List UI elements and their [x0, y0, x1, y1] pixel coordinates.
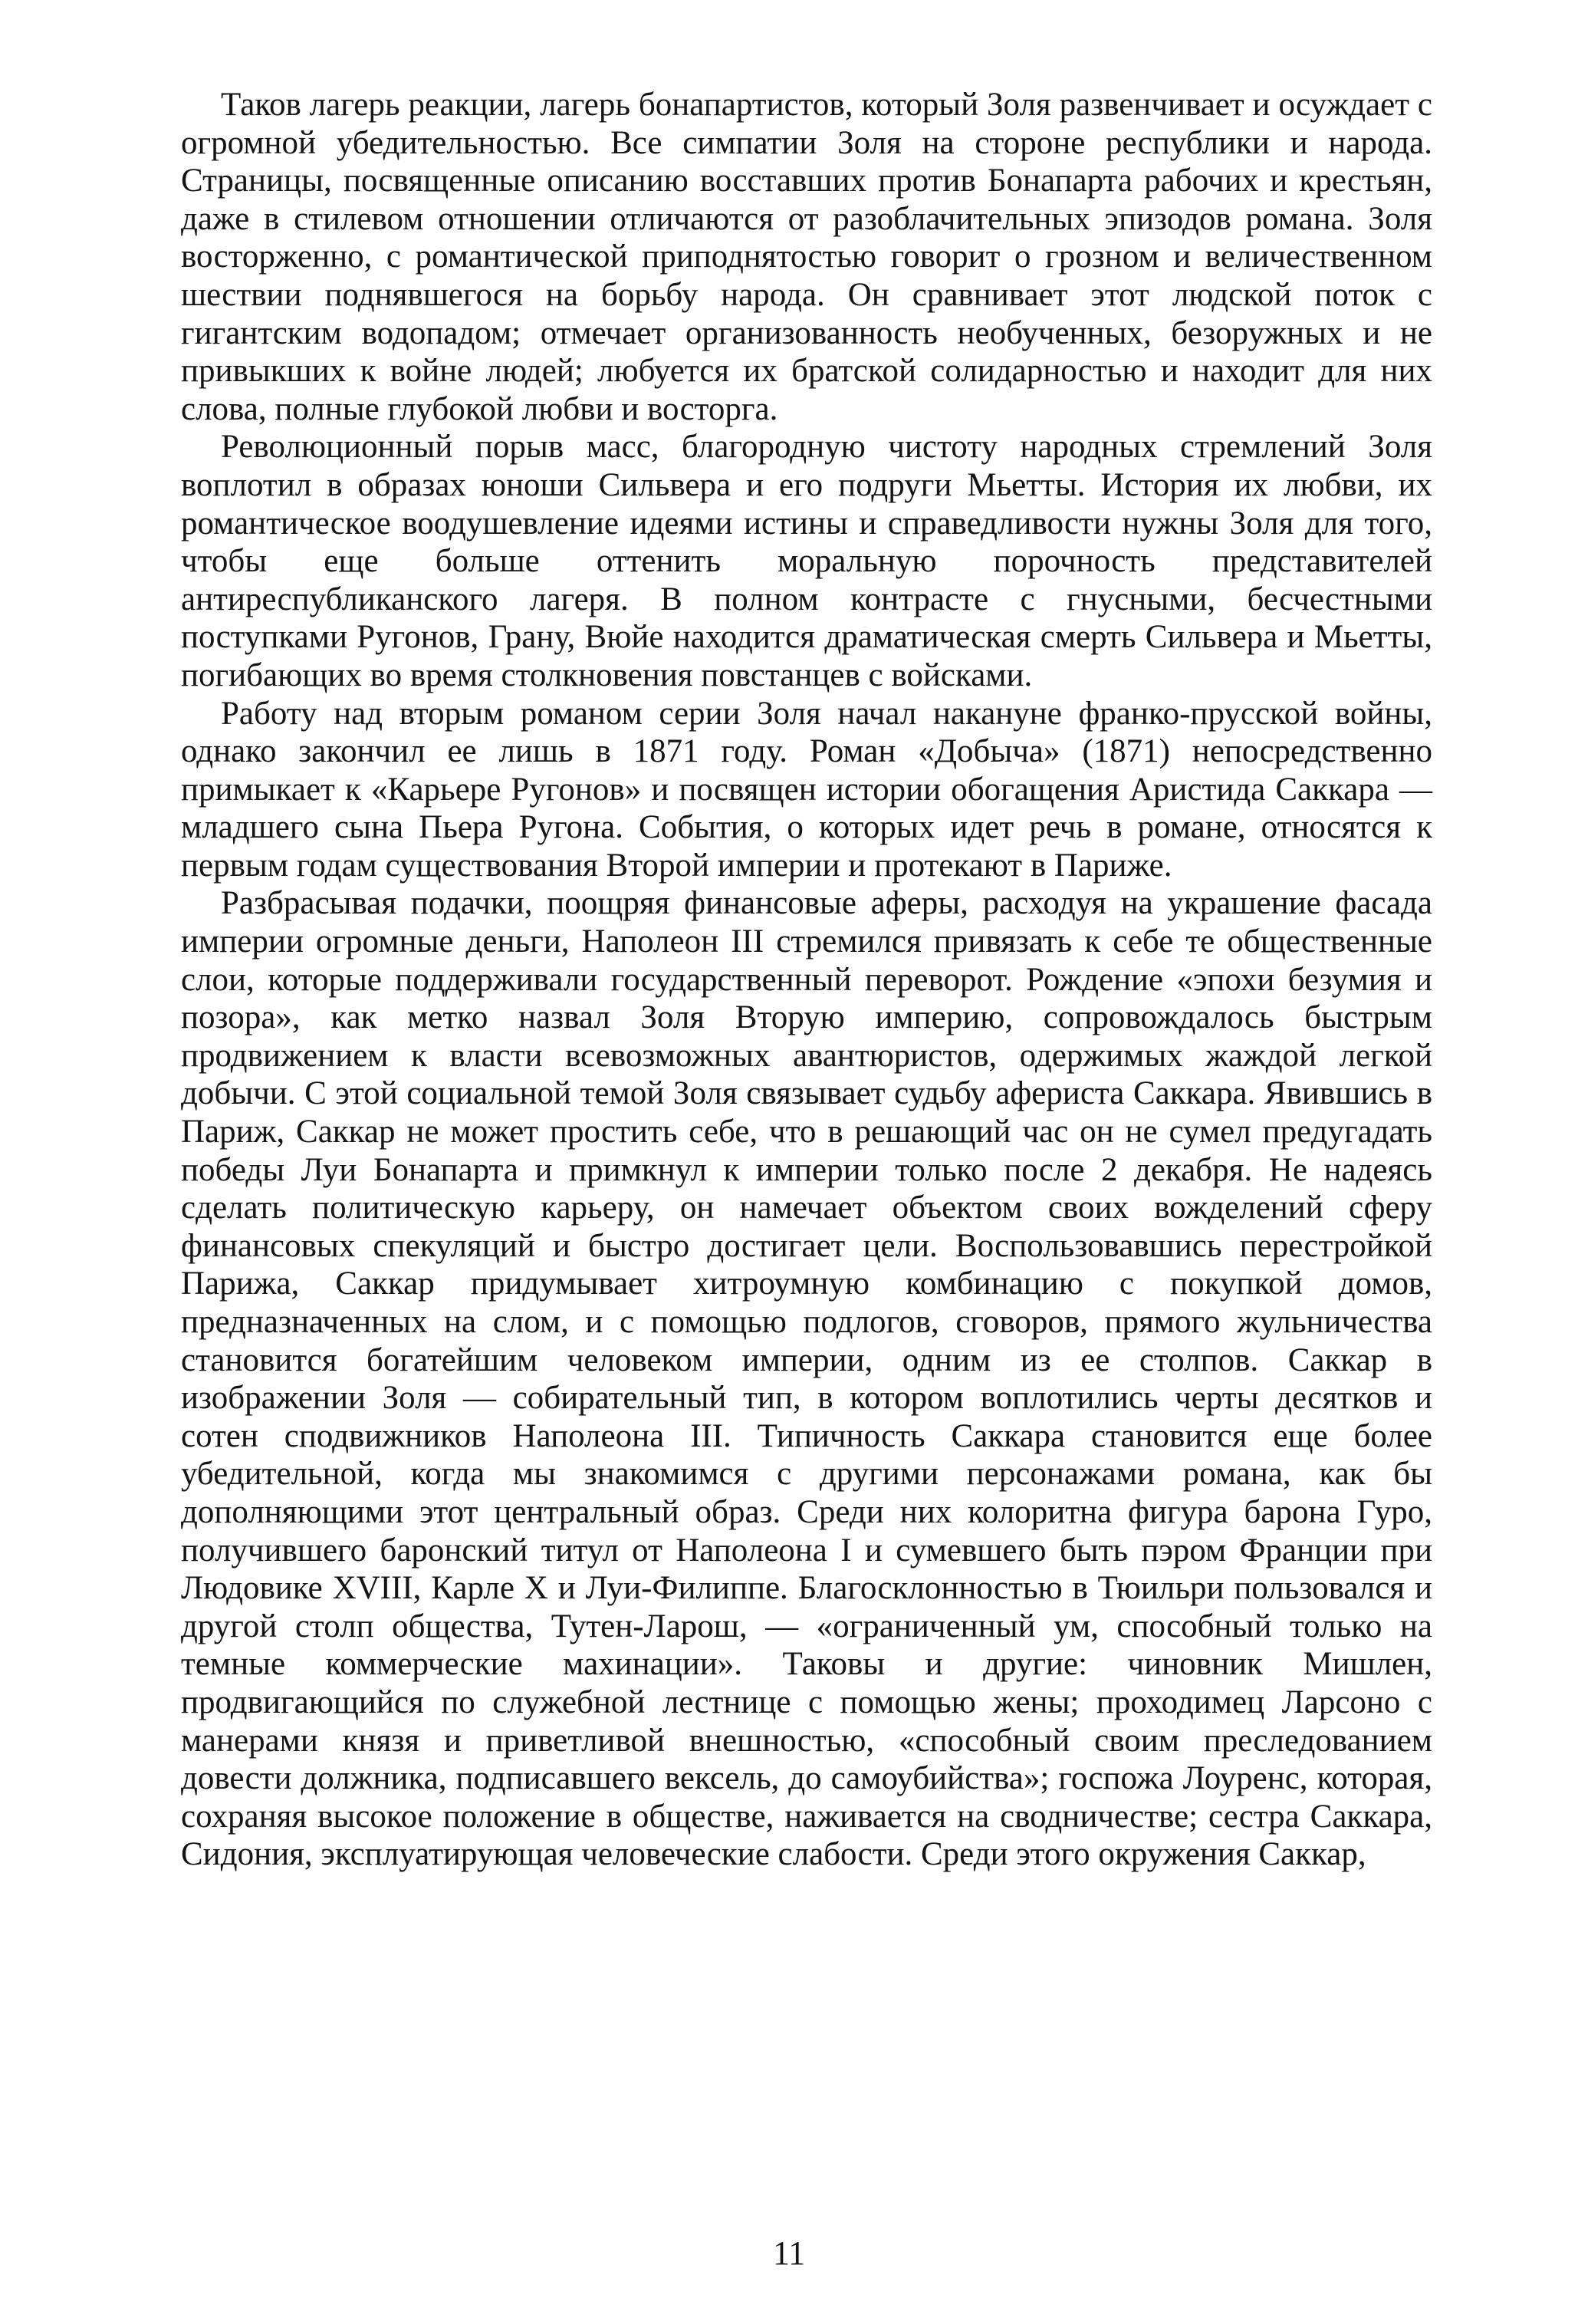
- paragraph-1: Таков лагерь реакции, лагерь бонапартистов, который Золя развенчивает и осуждает с огромной убедительностью. Все симпатии Золя на стороне республики и народа. Страницы, посвященные описанию восставших против Бонапарта рабочих и крестьян, даже в стилевом отношении отличаются от разоблачительных эпизодов романа. Золя восторженно, с романтической приподнятостью говорит о грозном и величественном шествии поднявшегося на борьбу народа. Он сравнивает этот людской поток с гигантским водопадом; отмечает организованность необученных, безоружных и не привыкших к войне людей; любуется их братской солидарностью и находит для них слова, полные глубокой любви и восторга.: [181, 87, 1432, 427]
- page-number: 11: [772, 2234, 806, 2272]
- paragraph-3: Работу над вторым романом серии Золя начал накануне франко-прусской войны, однако закончил ее лишь в 1871 году. Роман «Добыча» (1871) непосредственно примыкает к «Карьере Ругонов» и посвящен истории обогащения Аристида Саккара — младшего сына Пьера Ругона. События, о которых идет речь в романе, относятся к первым годам существования Второй империи и протекают в Париже.: [181, 695, 1432, 884]
- paragraph-4: Разбрасывая подачки, поощряя финансовые аферы, расходуя на украшение фасада империи огромные деньги, Наполеон III стремился привязать к себе те общественные слои, которые поддерживали государственный переворот. Рождение «эпохи безумия и позора», как метко назвал Золя Вторую империю, сопровождалось быстрым продвижением к власти всевозможных авантюристов, одержимых жаждой легкой добычи. С этой социальной темой Золя связывает судьбу афериста Саккара. Явившись в Париж, Саккар не может простить себе, что в решающий час он не сумел предугадать победы Луи Бонапарта и примкнул к империи только после 2 декабря. Не надеясь сделать политическую карьеру, он намечает объектом своих вожделений сферу финансовых спекуляций и быстро достигает цели. Воспользовавшись перестройкой Парижа, Саккар придумывает хитроумную комбинацию с покупкой домов, предназначенных на слом, и с помощью подлогов, сговоров, прямого жульничества становится богатейшим человеком империи, одним из ее столпов. Саккар в изображении Золя — собирательный тип, в котором воплотились черты десятков и сотен сподвижников Наполеона III. Типичность Саккара становится еще более убедительной, когда мы знакомимся с другими персонажами романа, как бы дополняющими этот центральный образ. Среди них колоритна фигура барона Гуро, получившего баронский титул от Наполеона I и сумевшего быть пэром Франции при Людовике XVIII, Карле X и Луи-Филиппе. Благосклонностью в Тюильри пользовался и другой столп общества, Тутен-Ларош, — «ограниченный ум, способный только на темные коммерческие махинации». Таковы и другие: чиновник Мишлен, продвигающийся по служебной лестнице с помощью жены; проходимец Ларсоно с манерами князя и приветливой внешностью, «способный своим преследованием довести должника, подписавшего вексель, до самоубийства»; госпожа Лоуренс, которая, сохраняя высокое положение в обществе, наживается на сводничестве; сестра Саккара, Сидония, эксплуатирующая человеческие слабости. Среди этого окружения Саккар,: [181, 885, 1432, 1873]
- page-body-text: [181, 86, 1432, 1874]
- paragraph-2: Революционный порыв масс, благородную чистоту народных стремлений Золя воплотил в образах юноши Сильвера и его подруги Мьетты. История их любви, их романтическое воодушевление идеями истины и справедливости нужны Золя для того, чтобы еще больше оттенить моральную порочность представителей антиреспубликанского лагеря. В полном контрасте с гнусными, бесчестными поступками Ругонов, Грану, Вюйе находится драматическая смерть Сильвера и Мьетты, погибающих во время столкновения повстанцев с войсками.: [181, 429, 1432, 693]
